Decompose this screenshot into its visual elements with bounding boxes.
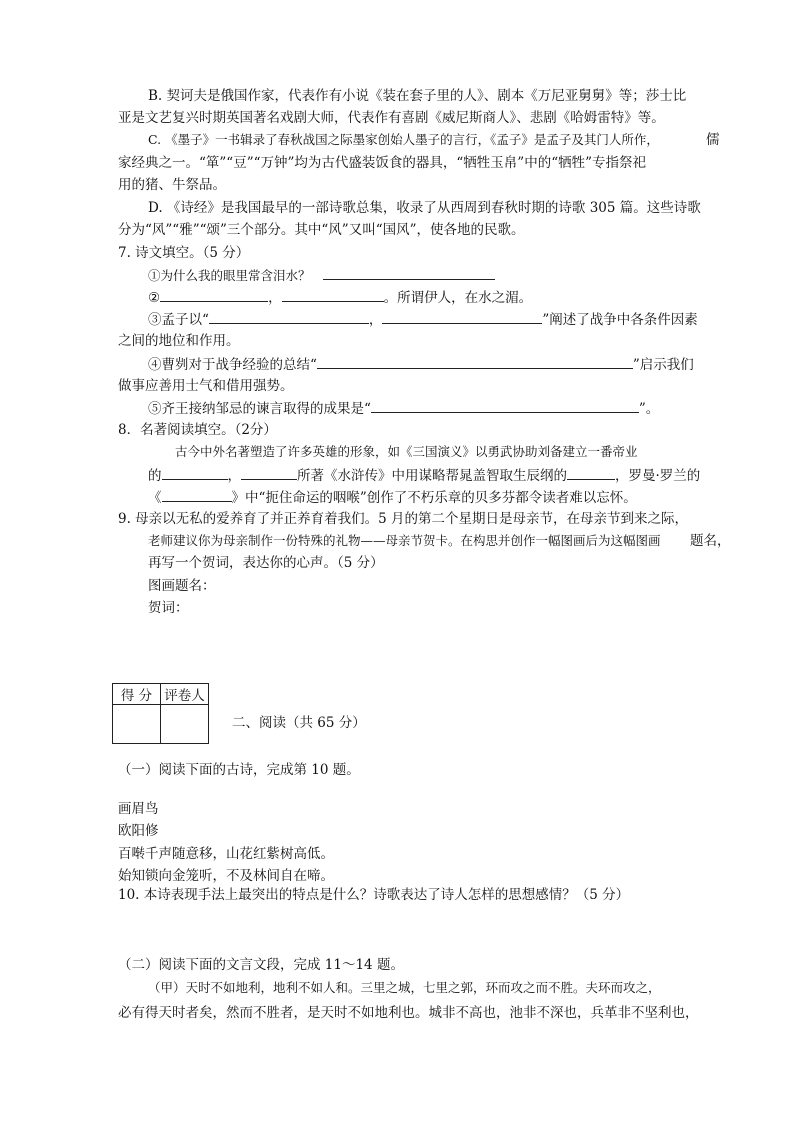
q7-item2 [148,288,532,307]
option-c-line1-end: 儒 [706,132,720,148]
q7-item3 [148,310,698,329]
q9-title-label: 图画题名： [148,578,216,594]
q9-line3: 再写一个贺词，表达你的心声。（5 分） [148,555,384,571]
score-table [112,683,209,744]
option-d-line1: D. 《诗经》是我国最早的一部诗歌总集，收录了从西周到春秋时期的诗歌 305 篇。这些诗歌 [148,200,701,216]
q7-blank-2b[interactable] [282,288,384,302]
grader-header: 评卷人 [161,684,209,705]
part2-intro: （二）阅读下面的文言文段，完成 11～14 题。 [118,957,404,973]
q7-title: 7. 诗文填空。（5 分） [118,245,250,261]
poem-author: 欧阳修 [118,823,159,839]
q9-greeting-label: 贺词： [148,600,189,616]
poem-line-1: 百啭千声随意移，山花红紫树高低。 [118,846,334,862]
option-d-line2: 分为“风”“雅”“颂”三个部分。其中“风”又叫“国风”，使各地的民歌。 [118,222,525,238]
score-cell[interactable] [113,705,161,744]
q8-line2-b: ， [227,468,241,484]
q7-blank-5[interactable] [371,399,639,413]
q7-item3-comma: ， [368,312,383,328]
q7-item2-num: ② [148,290,161,306]
q8-blank-3[interactable] [567,466,615,480]
q7-blank-1[interactable] [323,266,495,280]
q8-blank-1[interactable] [162,466,228,480]
q7-blank-4[interactable] [317,355,633,369]
q8-blank-2[interactable] [241,466,297,480]
q7-blank-2a[interactable] [160,288,268,302]
q7-blank-3a[interactable] [209,310,369,324]
passage-line-2: 必有得天时者矣，然而不胜者，是天时不如地利也。城非不高也，池非不深也，兵革非不坚利也， [118,1005,699,1021]
q7-item4-pre: ④曹刿对于战争经验的总结“ [148,357,317,373]
q7-item5-post: ”。 [638,401,660,417]
section-2-heading: 二、阅读（共 65 分） [232,715,366,731]
poem-line-2: 始知锁向金笼听，不及林间自在啼。 [118,868,334,884]
score-header: 得 分 [113,684,161,705]
q9-line2: 老师建议你为母亲制作一份特殊的礼物——母亲节贺卡。在构思并创作一幅图画后为这幅图画 [148,533,661,548]
q8-title: 8．名著阅读填空。（2分） [118,422,277,438]
q7-item1 [148,266,495,285]
q8-line2-d: ，罗曼·罗兰的 [615,468,701,484]
q7-item2-comma: ， [268,290,282,306]
q8-line3-b: 》中“扼住命运的咽喉”创作了不朽乐章的贝多芬都令读者难以忘怀。 [231,490,637,506]
q7-item3-post: ”阐述了战争中各条件因素 [542,312,698,328]
q8-line1: 古今中外名著塑造了许多英雄的形象，如《三国演义》以勇武协助刘备建立一番帝业 [175,444,638,459]
q8-line3-a: 《 [148,490,162,506]
passage-line-1: （甲）天时不如地利，地利不如人和。三里之城，七里之郭，环而攻之而不胜。夫环而攻之， [148,980,661,995]
q7-item3-pre: ③孟子以“ [148,312,209,328]
q7-item4-post: ”启示我们 [632,357,694,373]
q7-blank-3b[interactable] [382,310,542,324]
q7-item4-cont: 做事应善用士气和借用强势。 [118,378,294,394]
option-c-line2: 家经典之一。“箪”“豆”“万钟”均为古代盛装饭食的器具，“牺牲玉帛”中的“牺牲”专指祭祀 [118,155,647,171]
q7-item4 [148,355,694,374]
q8-line2 [148,466,700,485]
q9-line1: 9. 母亲以无私的爱养育了并正养育着我们。5 月的第二个星期日是母亲节，在母亲节到来之际， [118,511,689,527]
q8-line2-a: 的 [148,468,162,484]
q7-item1-text: ①为什么我的眼里常含泪水？ [148,268,311,283]
q8-blank-4[interactable] [162,488,232,502]
option-c-line1: C. 《墨子》一书辑录了春秋战国之际墨家创始人墨子的言行，《孟子》是孟子及其门人所作， [148,132,659,147]
option-c-line3: 用的猪、牛祭品。 [118,177,226,193]
q7-item2-text: 。所谓伊人，在水之湄。 [383,290,533,306]
q7-item3-cont: 之间的地位和作用。 [118,333,240,349]
q10-text: 10. 本诗表现手法上最突出的特点是什么？诗歌表达了诗人怎样的思想感情？（5 分） [118,887,630,903]
option-b-line1: B. 契诃夫是俄国作家，代表作有小说《装在套子里的人》、剧本《万尼亚舅舅》等；莎士比 [148,88,687,104]
grader-cell[interactable] [161,705,209,744]
q7-item5-pre: ⑤齐王接纳邹忌的谏言取得的成果是“ [148,401,371,417]
option-b-line2: 亚是文艺复兴时期英国著名戏剧大师，代表作有喜剧《威尼斯商人》、悲剧《哈姆雷特》等。 [118,110,665,126]
q8-line3 [148,488,637,507]
part1-intro: （一）阅读下面的古诗，完成第 10 题。 [118,762,360,778]
q9-line2-end: 题名， [690,533,731,549]
q7-item5 [148,399,659,418]
poem-title: 画眉鸟 [118,801,159,817]
q8-line2-c: 所著《水浒传》中用谋略帮晁盖智取生辰纲的 [297,468,567,484]
